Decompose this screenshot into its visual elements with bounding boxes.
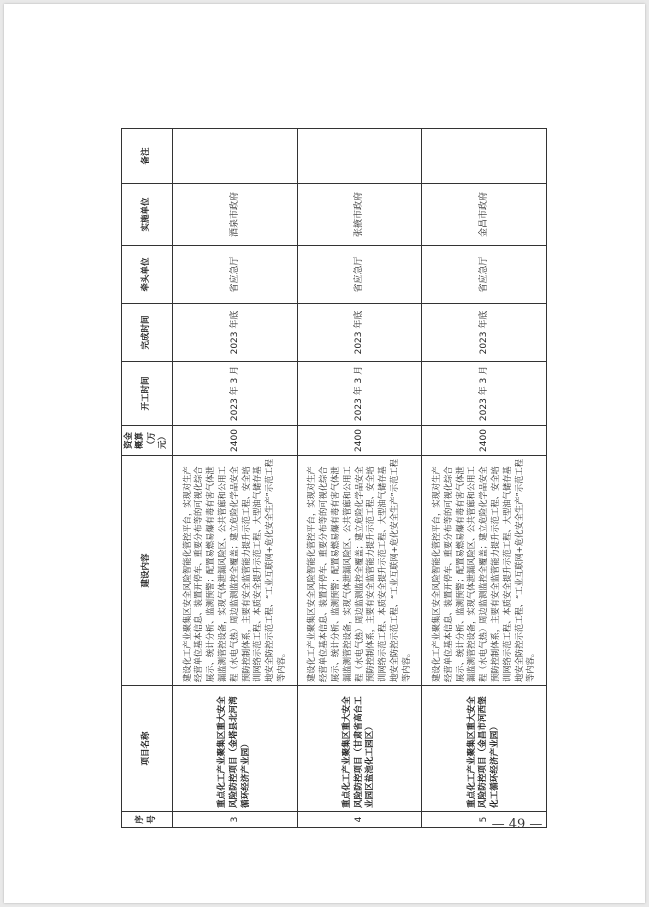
cell-start: 2023 年 3 月: [172, 362, 297, 426]
header-name: 项目名称: [122, 686, 173, 812]
header-fund: 资金概算（万元）: [122, 426, 173, 456]
cell-fund: 2400: [297, 426, 422, 456]
table-header-row: [122, 129, 173, 828]
cell-no: 5: [422, 812, 547, 828]
cell-lead: 省应急厅: [172, 246, 297, 304]
header-content: 建设内容: [122, 456, 173, 686]
cell-no: 4: [297, 812, 422, 828]
cell-lead: 省应急厅: [422, 246, 547, 304]
cell-name: 重点化工产业聚集区重大安全风险防控项目（金昌市河西堡化工循环经济产业园）: [422, 686, 547, 812]
cell-start: 2023 年 3 月: [422, 362, 547, 426]
table-row: [172, 129, 297, 828]
cell-end: 2023 年底: [172, 304, 297, 362]
rotated-table-wrapper: [121, 129, 547, 828]
cell-start: 2023 年 3 月: [297, 362, 422, 426]
cell-no: 3: [172, 812, 297, 828]
cell-name: 重点化工产业聚集区重大安全风险防控项目（甘肃省高台工业园区盐池化工园区）: [297, 686, 422, 812]
cell-lead: 省应急厅: [297, 246, 422, 304]
page-number: — 49 —: [491, 817, 543, 832]
header-start: 开工时间: [122, 362, 173, 426]
cell-content: 建设化工产业聚集区安全风险智能化管控平台，实现对生产经营单位基本信息、装置开停车、重要分布等的可视化综合展示、统计分析、监测预警；配置易燃易爆有毒有害气体泄漏监测管控设备，实现气体泄漏风险区、公共管廊和公用工程（水电气热）周边监测监控全覆盖；建立危险化学品安全预防控制体系，主要有安全监管能力提升示范工程、安全培训网络示范工程、本质安全提升示范工程、大型油气储存基地安全防控示范工程、“工业互联网+危化安全生产”示范工程等内容。: [172, 456, 297, 686]
cell-note: [172, 129, 297, 184]
project-table: [121, 128, 547, 828]
document-page: [4, 4, 645, 903]
cell-note: [297, 129, 422, 184]
cell-name: 重点化工产业聚集区重大安全风险防控项目（金塔县北河湾循环经济产业园）: [172, 686, 297, 812]
cell-impl: 酒泉市政府: [172, 184, 297, 246]
cell-content: 建设化工产业聚集区安全风险智能化管控平台，实现对生产经营单位基本信息、装置开停车、重要分布等的可视化综合展示、统计分析、监测预警；配置易燃易爆有毒有害气体泄漏监测管控设备，实现气体泄漏风险区、公共管廊和公用工程（水电气热）周边监测监控全覆盖；建立危险化学品安全预防控制体系，主要有安全监管能力提升示范工程、安全培训网络示范工程、本质安全提升示范工程、大型油气储存基地安全防控示范工程、“工业互联网+危化安全生产”示范工程等内容。: [422, 456, 547, 686]
header-lead: 牵头单位: [122, 246, 173, 304]
cell-impl: 张掖市政府: [297, 184, 422, 246]
table-row: [297, 129, 422, 828]
header-impl: 实施单位: [122, 184, 173, 246]
header-end: 完成时间: [122, 304, 173, 362]
cell-fund: 2400: [422, 426, 547, 456]
header-no: 序号: [122, 812, 173, 828]
cell-fund: 2400: [172, 426, 297, 456]
header-note: 备注: [122, 129, 173, 184]
cell-end: 2023 年底: [297, 304, 422, 362]
cell-note: [422, 129, 547, 184]
cell-end: 2023 年底: [422, 304, 547, 362]
table-row: [422, 129, 547, 828]
cell-content: 建设化工产业聚集区安全风险智能化管控平台，实现对生产经营单位基本信息、装置开停车、重要分布等的可视化综合展示、统计分析、监测预警；配置易燃易爆有毒有害气体泄漏监测管控设备，实现气体泄漏风险区、公共管廊和公用工程（水电气热）周边监测监控全覆盖；建立危险化学品安全预防控制体系，主要有安全监管能力提升示范工程、安全培训网络示范工程、本质安全提升示范工程、大型油气储存基地安全防控示范工程、“工业互联网+危化安全生产”示范工程等内容。: [297, 456, 422, 686]
cell-impl: 金昌市政府: [422, 184, 547, 246]
